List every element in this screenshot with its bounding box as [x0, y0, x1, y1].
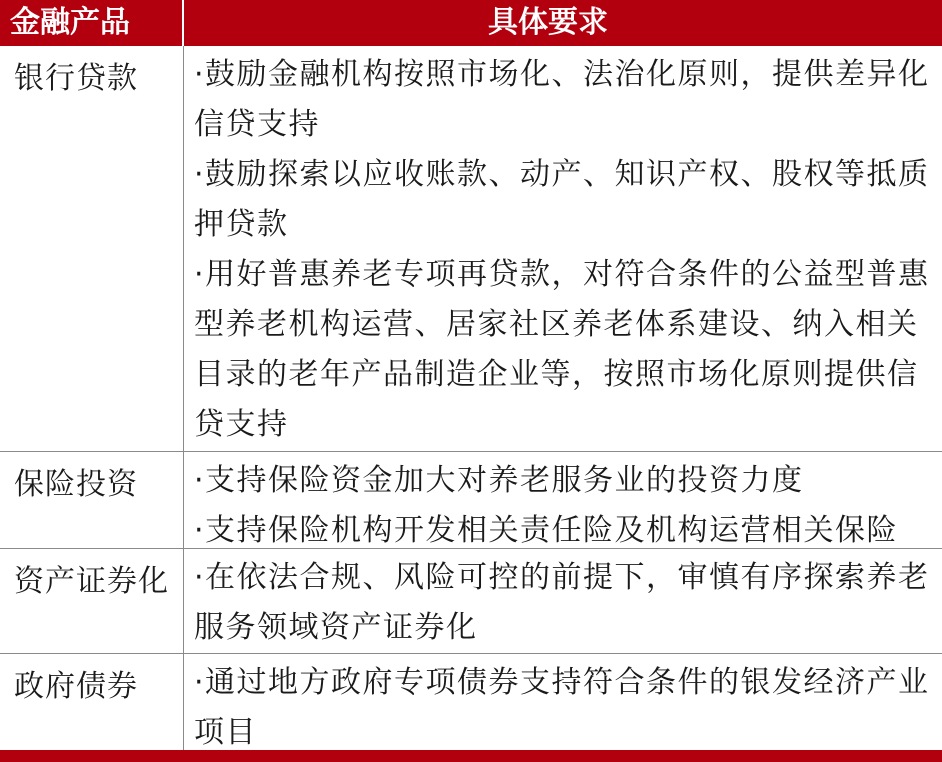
requirement-item: ·支持保险机构开发相关责任险及机构运营相关保险	[194, 513, 899, 548]
header-financial-product: 金融产品	[0, 0, 184, 46]
requirements-cell	[184, 46, 942, 451]
product-name: 银行贷款	[0, 46, 184, 451]
requirements-cell	[184, 654, 942, 750]
table-header-row	[0, 0, 942, 46]
requirement-item: ·用好普惠养老专项再贷款，对符合条件的公益型普惠型养老机构运营、居家社区养老体系建设、纳入相关目录的老年产品制造企业等，按照市场化原则提供信贷支持	[194, 257, 930, 442]
header-specific-requirements: 具体要求	[488, 5, 608, 40]
table-row-bank-loans	[0, 46, 942, 452]
requirements-cell	[184, 452, 942, 548]
requirement-item: ·支持保险资金加大对养老服务业的投资力度	[194, 463, 804, 498]
product-name: 政府债券	[0, 654, 184, 750]
requirement-item: ·在依法合规、风险可控的前提下，审慎有序探索养老服务领域资产证券化	[194, 560, 930, 645]
requirements-cell	[184, 549, 942, 653]
product-name: 资产证券化	[0, 549, 184, 653]
footer-accent-bar	[0, 750, 942, 762]
table-row-insurance-investment	[0, 452, 942, 549]
table-row-government-bonds	[0, 654, 942, 750]
requirement-item: ·通过地方政府专项债券支持符合条件的银发经济产业项目	[194, 665, 930, 750]
requirement-item: ·鼓励金融机构按照市场化、法治化原则，提供差异化信贷支持	[194, 57, 930, 142]
requirement-item: ·鼓励探索以应收账款、动产、知识产权、股权等抵质押贷款	[194, 157, 930, 242]
product-name: 保险投资	[0, 452, 184, 548]
table-row-asset-securitization	[0, 549, 942, 654]
